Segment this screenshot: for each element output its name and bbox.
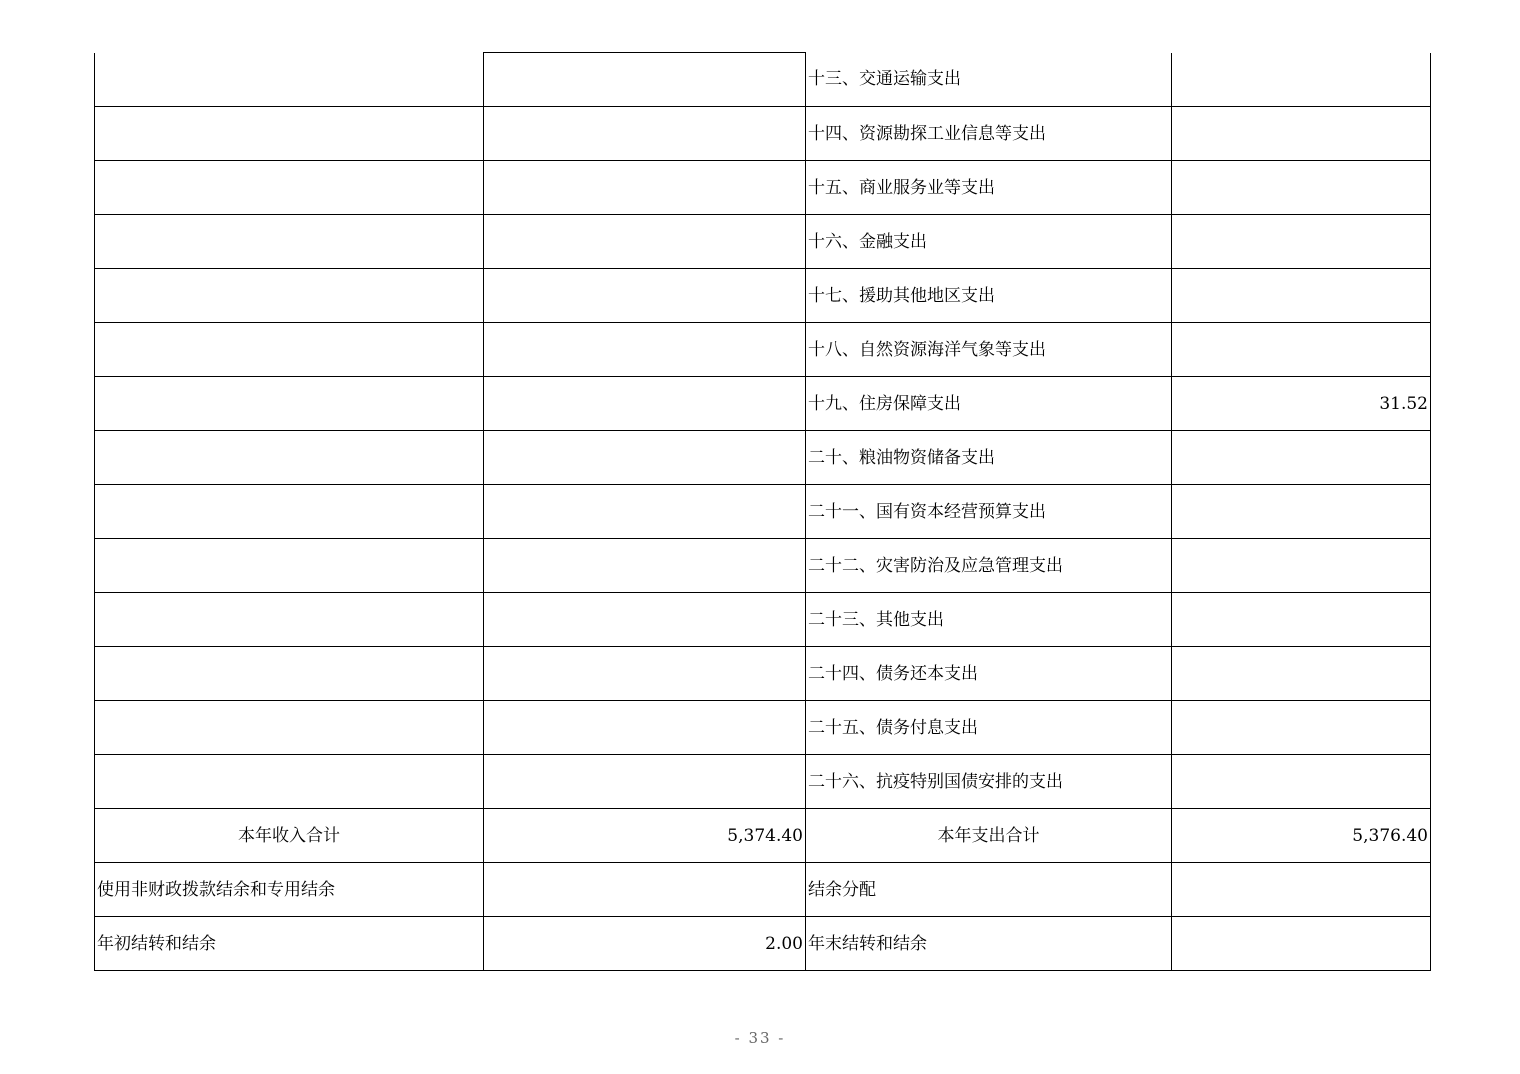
income-amount-cell [484, 701, 806, 755]
income-amount-cell [484, 431, 806, 485]
table-row [95, 431, 1431, 485]
income-item-cell [95, 593, 484, 647]
table-row [95, 161, 1431, 215]
expense-amount-cell [1172, 215, 1431, 269]
expense-amount-cell [1172, 485, 1431, 539]
income-total-amount: 5,374.40 [484, 809, 806, 863]
table-row [95, 323, 1431, 377]
income-amount-cell [484, 323, 806, 377]
income-item-cell [95, 215, 484, 269]
income-item-cell [95, 755, 484, 809]
page-number: - 33 - [734, 1029, 786, 1047]
income-amount-cell [484, 593, 806, 647]
income-item-cell [95, 53, 484, 107]
income-amount-cell [484, 53, 806, 107]
expense-amount-cell [1172, 593, 1431, 647]
closing-carryover-amount [1172, 917, 1431, 971]
expense-amount-cell [1172, 107, 1431, 161]
balance-use-label: 使用非财政拨款结余和专用结余 [95, 863, 484, 917]
expense-item-cell: 二十六、抗疫特别国债安排的支出 [806, 755, 1172, 809]
balance-use-amount [484, 863, 806, 917]
income-amount-cell [484, 161, 806, 215]
table-row [95, 53, 1431, 107]
table-row [95, 647, 1431, 701]
expense-item-cell: 二十二、灾害防治及应急管理支出 [806, 539, 1172, 593]
income-amount-cell [484, 755, 806, 809]
income-item-cell [95, 323, 484, 377]
expense-item-cell: 十八、自然资源海洋气象等支出 [806, 323, 1172, 377]
opening-carryover-amount: 2.00 [484, 917, 806, 971]
table-row [95, 269, 1431, 323]
table-row [95, 755, 1431, 809]
balance-allocation-label: 结余分配 [806, 863, 1172, 917]
income-amount-cell [484, 647, 806, 701]
income-amount-cell [484, 485, 806, 539]
totals-row [95, 809, 1431, 863]
expense-item-cell: 二十五、债务付息支出 [806, 701, 1172, 755]
expense-amount-cell [1172, 431, 1431, 485]
income-amount-cell [484, 377, 806, 431]
expense-item-cell: 二十三、其他支出 [806, 593, 1172, 647]
income-amount-cell [484, 215, 806, 269]
expense-item-cell: 十九、住房保障支出 [806, 377, 1172, 431]
budget-table-body [95, 53, 1431, 971]
income-item-cell [95, 161, 484, 215]
income-amount-cell [484, 107, 806, 161]
closing-carryover-label: 年末结转和结余 [806, 917, 1172, 971]
income-item-cell [95, 485, 484, 539]
expense-item-cell: 二十、粮油物资储备支出 [806, 431, 1172, 485]
income-item-cell [95, 269, 484, 323]
expense-item-cell: 十七、援助其他地区支出 [806, 269, 1172, 323]
expense-amount-cell [1172, 269, 1431, 323]
table-row [95, 377, 1431, 431]
table-row [95, 701, 1431, 755]
balance-use-row [95, 863, 1431, 917]
expense-item-cell: 十五、商业服务业等支出 [806, 161, 1172, 215]
income-item-cell [95, 431, 484, 485]
table-row [95, 593, 1431, 647]
table-row [95, 215, 1431, 269]
income-item-cell [95, 107, 484, 161]
expense-amount-cell [1172, 161, 1431, 215]
expense-item-cell: 二十一、国有资本经营预算支出 [806, 485, 1172, 539]
expense-item-cell: 二十四、债务还本支出 [806, 647, 1172, 701]
income-item-cell [95, 539, 484, 593]
expense-amount-cell [1172, 539, 1431, 593]
table-row [95, 485, 1431, 539]
expense-amount-cell: 31.52 [1172, 377, 1431, 431]
expense-amount-cell [1172, 647, 1431, 701]
budget-table [94, 52, 1431, 971]
expense-amount-cell [1172, 323, 1431, 377]
expense-item-cell: 十三、交通运输支出 [806, 53, 1172, 107]
income-amount-cell [484, 269, 806, 323]
table-row [95, 539, 1431, 593]
income-amount-cell [484, 539, 806, 593]
expense-total-amount: 5,376.40 [1172, 809, 1431, 863]
income-item-cell [95, 377, 484, 431]
income-item-cell [95, 701, 484, 755]
opening-carryover-label: 年初结转和结余 [95, 917, 484, 971]
expense-amount-cell [1172, 701, 1431, 755]
balance-allocation-amount [1172, 863, 1431, 917]
expense-amount-cell [1172, 755, 1431, 809]
income-item-cell [95, 647, 484, 701]
table-row [95, 107, 1431, 161]
expense-amount-cell [1172, 53, 1431, 107]
expense-total-label: 本年支出合计 [806, 809, 1172, 863]
expense-item-cell: 十六、金融支出 [806, 215, 1172, 269]
income-total-label: 本年收入合计 [95, 809, 484, 863]
carryover-row [95, 917, 1431, 971]
expense-item-cell: 十四、资源勘探工业信息等支出 [806, 107, 1172, 161]
